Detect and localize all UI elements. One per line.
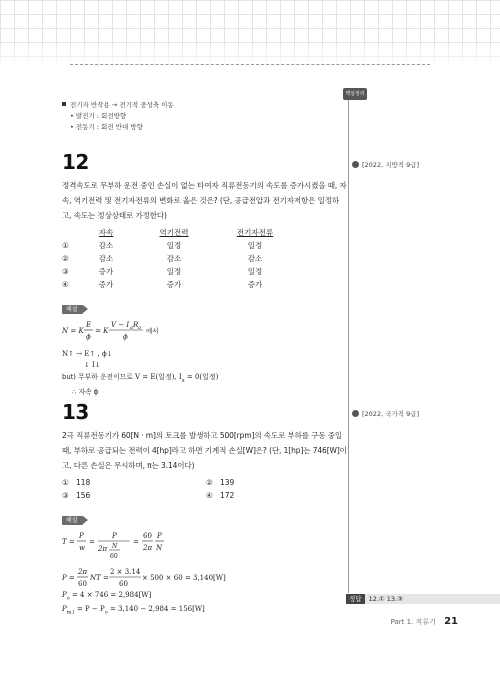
svg-text:2 × 3.14: 2 × 3.14 [110, 568, 141, 576]
q12-formula [62, 318, 347, 348]
svg-text:N: N [112, 543, 118, 550]
svg-text:P: P [79, 532, 84, 540]
q12-number: 12 [62, 150, 89, 174]
q13-power-svg [62, 566, 142, 590]
q12-options-table [62, 226, 290, 291]
q12-line-3: N↑ → E↑ , ϕ↓ [62, 350, 113, 358]
header-grid-fade [0, 40, 500, 72]
svg-text:R: R [133, 321, 139, 329]
square-bullet-icon [62, 102, 66, 106]
note-sub-1: • 발전기 : 회전방향 [70, 112, 127, 120]
q12-header-emf: 역기전력 [159, 228, 189, 237]
q12-header-current: 전기자전류 [236, 228, 274, 237]
svg-text:N = K: N = K [62, 327, 84, 335]
svg-text:60: 60 [110, 553, 118, 560]
header-note [62, 100, 347, 133]
q12-option-row[interactable]: ② 감소 감소 감소 [62, 254, 263, 263]
answer-text: 12.① 13.③ [368, 595, 403, 603]
svg-text:V − I: V − I [111, 321, 130, 329]
note-bullet: 전기자 반작용 → 전기적 중성축 이동 [62, 100, 347, 111]
svg-text:N: N [156, 544, 163, 552]
note-dot-icon [352, 161, 359, 168]
svg-text:ϕ: ϕ [123, 333, 128, 341]
q12-line-5: but) 무부하 운전이므로 V = E(일정), $I_a = 0$(일정) [62, 373, 219, 384]
svg-text:T =: T = [62, 538, 75, 546]
header-dashed-line [70, 64, 430, 65]
note-dot-icon [352, 410, 359, 417]
q12-header-flux: 자속 [98, 228, 114, 237]
svg-text:E: E [86, 321, 92, 329]
q13-text: 2극 직류전동기가 60[N · m]의 토크를 발생하고 500[rpm]의 속도로 부하를 구동 중일 때, 부하로 공급되는 전력이 4[hp]라고 하면 기계적 손실[W]은? (단, 1[hp]는 746[W]이고, 다른 손실은 무시하며, π는 3.14이다) [62, 431, 347, 470]
q13-torque-svg [62, 528, 222, 562]
side-tab: 핵심정리 [343, 88, 367, 100]
q13-source-note: [2022, 국가직 9급] [352, 409, 419, 418]
q13-power-formula: P = 2π 60 NT = 2 × 3.14 60 × 500 × 60 = 3,140[W] [62, 568, 226, 588]
question-13 [62, 400, 347, 619]
note-sub-2: • 전동기 : 회전 반대 방향 [70, 123, 143, 131]
page-number: 21 [444, 616, 458, 627]
margin-divider [348, 95, 349, 593]
q13-output-line: $P_o = 4 \times 746 = 2,984[W]$ [62, 591, 152, 602]
svg-text:P =: P = [62, 574, 75, 582]
svg-text:60: 60 [78, 580, 87, 588]
q12-option-row[interactable]: ③ 증가 일정 일정 [62, 267, 263, 276]
svg-text:=: = [133, 538, 139, 546]
page-footer [391, 616, 458, 627]
svg-text:a: a [130, 325, 133, 331]
footer-title: 직류기 [415, 618, 436, 626]
q12-solution-badge: 해설 [62, 296, 347, 315]
q12-option-row[interactable]: ④ 증가 증가 증가 [62, 280, 263, 289]
svg-text:60: 60 [119, 580, 128, 588]
q13-options-table [62, 476, 234, 502]
svg-text:2π: 2π [78, 568, 88, 576]
q13-number: 13 [62, 400, 89, 424]
q12-text: 정격속도로 무부하 운전 중인 손실이 없는 타여자 직류전동기의 속도를 증가시켰을 때, 자속, 역기전력 및 전기자전류의 변화로 옳은 것은? (단, 공급전압과 전기자저항은 일정하고, 속도는 정상상태로 가정한다) [62, 181, 347, 220]
q12-source-note: [2022, 지방직 9급] [352, 160, 419, 169]
q12-line-4: ↓ I↓ [84, 361, 101, 369]
svg-text:= K: = K [95, 327, 109, 335]
q13-option-row[interactable]: ① 118 ② 139 [62, 478, 235, 487]
svg-text:w: w [79, 544, 85, 552]
answer-bar [346, 594, 500, 604]
q13-solution-badge: 해설 [62, 507, 347, 526]
question-12 [62, 150, 347, 398]
svg-text:P: P [112, 532, 117, 540]
svg-text:2π: 2π [143, 544, 153, 552]
q13-option-row[interactable]: ③ 156 ④ 172 [62, 491, 235, 500]
svg-text:에서: 에서 [146, 327, 159, 335]
q13-torque-formula [62, 528, 347, 566]
footer-part: Part 1. [390, 618, 414, 626]
svg-text:ϕ: ϕ [86, 333, 91, 341]
svg-text:60: 60 [143, 532, 152, 540]
svg-text:NT =: NT = [90, 574, 109, 582]
svg-text:P: P [157, 532, 162, 540]
q12-formula-svg [62, 318, 212, 344]
svg-text:a: a [138, 325, 141, 331]
svg-text:2π: 2π [98, 545, 108, 553]
q12-option-row[interactable]: ① 감소 일정 일정 [62, 241, 263, 250]
answer-label: 정답 [346, 594, 365, 604]
svg-text:=: = [89, 538, 95, 546]
q13-loss-line: $P_{m.l} = P - P_o = 3,140 - 2,984 = 156[W]$ [62, 605, 205, 616]
q12-line-6: ∴ 자속 ϕ [72, 388, 99, 397]
